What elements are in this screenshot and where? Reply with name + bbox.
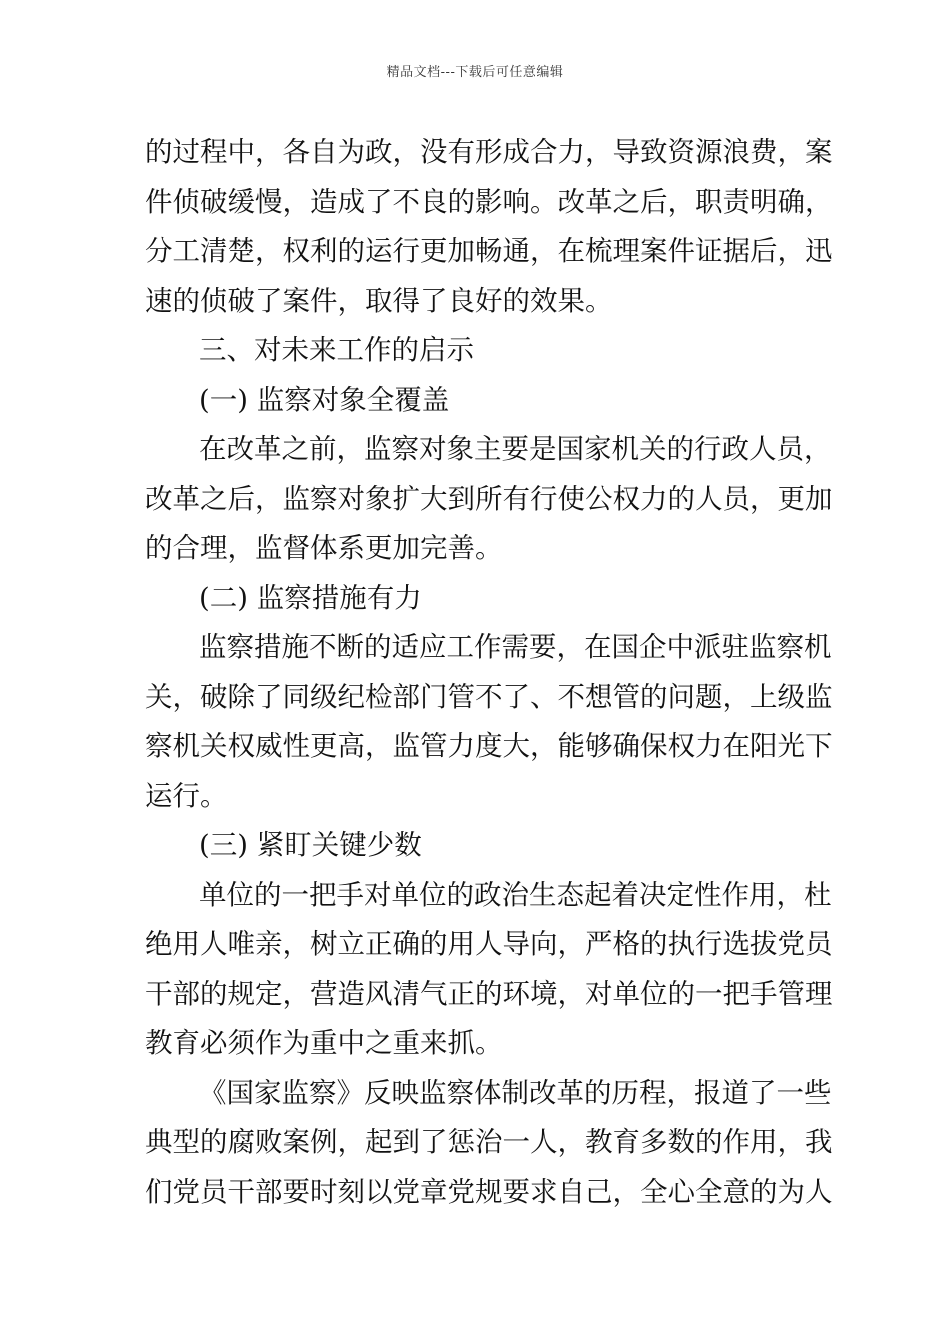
text-line: 《国家监察》反映监察体制改革的历程，报道了一些 [199, 1076, 832, 1109]
text-line: 分工清楚，权利的运行更加畅通，在梳理案件证据后，迅 [145, 235, 833, 267]
section-heading: 三、对未来工作的启示 [199, 334, 474, 366]
text-line: 绝用人唯亲，树立正确的用人导向，严格的执行选拔党员 [145, 928, 833, 960]
subsection-heading: (二) 监察措施有力 [199, 581, 422, 614]
text-line: 速的侦破了案件，取得了良好的效果。 [145, 284, 613, 317]
text-line: 监察措施不断的适应工作需要，在国企中派驻监察机 [199, 631, 832, 663]
text-line: 在改革之前，监察对象主要是国家机关的行政人员， [199, 433, 832, 465]
text-line: 教育必须作为重中之重来抓。 [145, 1027, 503, 1059]
text-line: 典型的腐败案例，起到了惩治一人，教育多数的作用，我 [145, 1126, 833, 1158]
text-line: 的合理，监督体系更加完善。 [145, 532, 503, 564]
text-line: 干部的规定，营造风清气正的环境，对单位的一把手管理 [145, 977, 833, 1010]
text-line: 改革之后，监察对象扩大到所有行使公权力的人员，更加 [145, 482, 833, 515]
text-line: 们党员干部要时刻以党章党规要求自己，全心全意的为人 [145, 1175, 833, 1208]
text-line: 件侦破缓慢，造成了不良的影响。改革之后，职责明确， [145, 185, 833, 218]
text-line: 运行。 [145, 779, 228, 812]
text-line: 察机关权威性更高，监管力度大，能够确保权力在阳光下 [145, 730, 833, 762]
page-header: 精品文档---下载后可任意编辑 [386, 65, 564, 80]
subsection-heading: (三) 紧盯关键少数 [199, 829, 422, 861]
text-line: 单位的一把手对单位的政治生态起着决定性作用，杜 [199, 878, 832, 911]
text-line: 关，破除了同级纪检部门管不了、不想管的问题，上级监 [145, 680, 833, 713]
text-line: 的过程中，各自为政，没有形成合力，导致资源浪费，案 [145, 136, 833, 168]
subsection-heading: (一) 监察对象全覆盖 [199, 383, 450, 416]
document-body [145, 128, 833, 1217]
